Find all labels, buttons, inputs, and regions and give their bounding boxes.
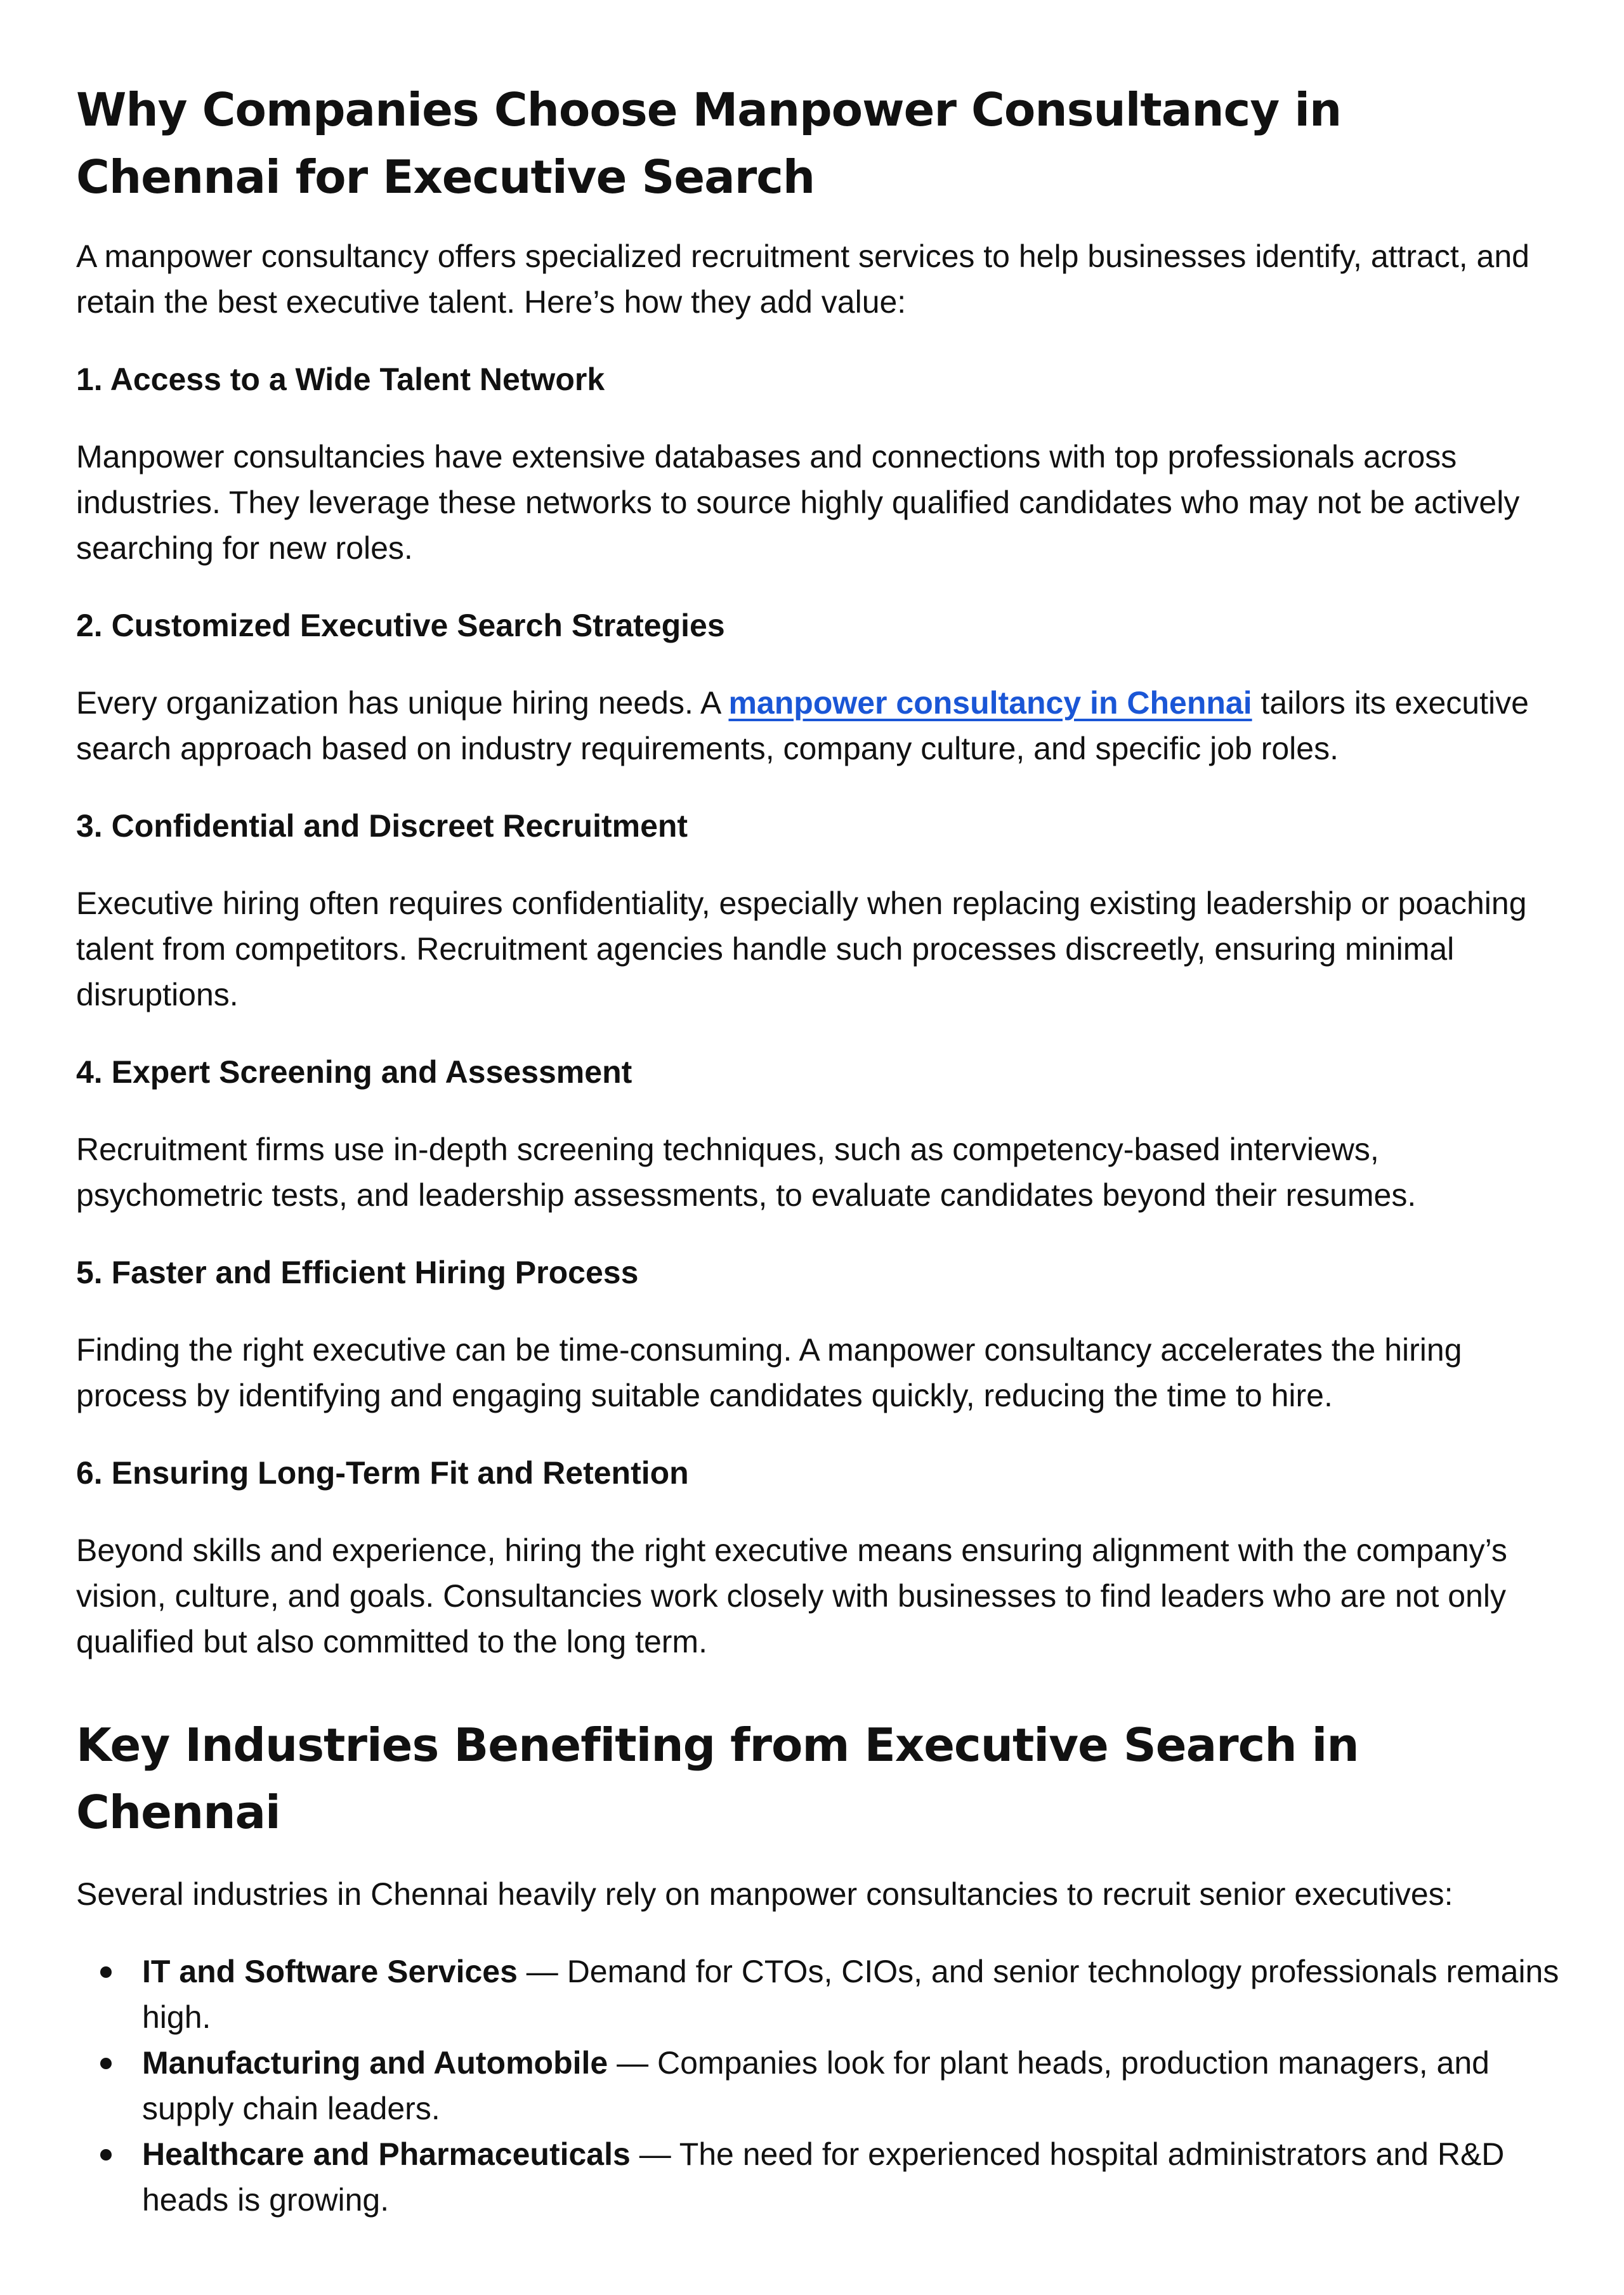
point-2-body-before: Every organization has unique hiring needs. A — [76, 685, 729, 721]
point-1-body: Manpower consultancies have extensive databases and connections with top professionals across industries. They leverage these networks to source highly qualified candidates who may not be actively searching for new roles. — [76, 439, 1520, 566]
intro-paragraph: A manpower consultancy offers specialized recruitment services to help businesses identify, attract, and retain the best executive talent. Here’s how they add value: — [76, 239, 1529, 320]
industry-text: — The need for experienced hospital administrators and R&D heads is growing. — [142, 2136, 1505, 2218]
list-item — [76, 2131, 1561, 2223]
industry-text: — Companies look for plant heads, production managers, and supply chain leaders. — [142, 2045, 1490, 2126]
industries-list — [76, 1949, 1561, 2223]
point-6-heading: 6. Ensuring Long-Term Fit and Retention — [76, 1455, 689, 1491]
point-1-heading: 1. Access to a Wide Talent Network — [76, 362, 605, 397]
list-item — [76, 2040, 1561, 2131]
point-6-body: Beyond skills and experience, hiring the right executive means ensuring alignment with the company’s vision, culture, and goals. Consultancies work closely with businesses to find leaders who are not only qualified but also committed to the long term. — [76, 1533, 1507, 1659]
point-3-heading: 3. Confidential and Discreet Recruitment — [76, 808, 688, 844]
article — [76, 76, 1561, 2223]
industries-heading: Key Industries Benefiting from Executive Search in Chennai — [76, 1718, 1359, 1839]
industries-intro: Several industries in Chennai heavily rely on manpower consultancies to recruit senior executives: — [76, 1876, 1453, 1912]
manpower-consultancy-link[interactable]: manpower consultancy in Chennai — [728, 685, 1252, 721]
industry-label: Healthcare and Pharmaceuticals — [142, 2136, 631, 2172]
point-4-body: Recruitment firms use in-depth screening techniques, such as competency-based interviews, psychometric tests, and leadership assessments, to evaluate candidates beyond their resumes. — [76, 1132, 1417, 1213]
list-item — [76, 1949, 1561, 2040]
point-2-heading: 2. Customized Executive Search Strategies — [76, 608, 725, 643]
point-3-body: Executive hiring often requires confidentiality, especially when replacing existing leadership or poaching talent from competitors. Recruitment agencies handle such processes discreetly, ensuring minimal disruptions. — [76, 886, 1527, 1012]
bullet-icon — [100, 2149, 112, 2161]
section-divider-space — [76, 1696, 1561, 1711]
point-5-body: Finding the right executive can be time-consuming. A manpower consultancy accelerates the hiring process by identifying and engaging suitable candidates quickly, reducing the time to hire. — [76, 1332, 1462, 1413]
bullet-icon — [100, 2058, 112, 2069]
bullet-icon — [100, 1966, 112, 1978]
point-4-heading: 4. Expert Screening and Assessment — [76, 1054, 632, 1090]
page-title: Why Companies Choose Manpower Consultancy in Chennai for Executive Search — [76, 83, 1342, 204]
point-2-body-after: tailors its executive search approach based on industry requirements, company culture, and specific job roles. — [76, 685, 1529, 766]
industry-label: IT and Software Services — [142, 1954, 518, 1989]
point-5-heading: 5. Faster and Efficient Hiring Process — [76, 1255, 639, 1290]
industry-text: — Demand for CTOs, CIOs, and senior technology professionals remains high. — [142, 1954, 1559, 2035]
point-2-body — [76, 680, 1561, 771]
industry-label: Manufacturing and Automobile — [142, 2045, 608, 2081]
